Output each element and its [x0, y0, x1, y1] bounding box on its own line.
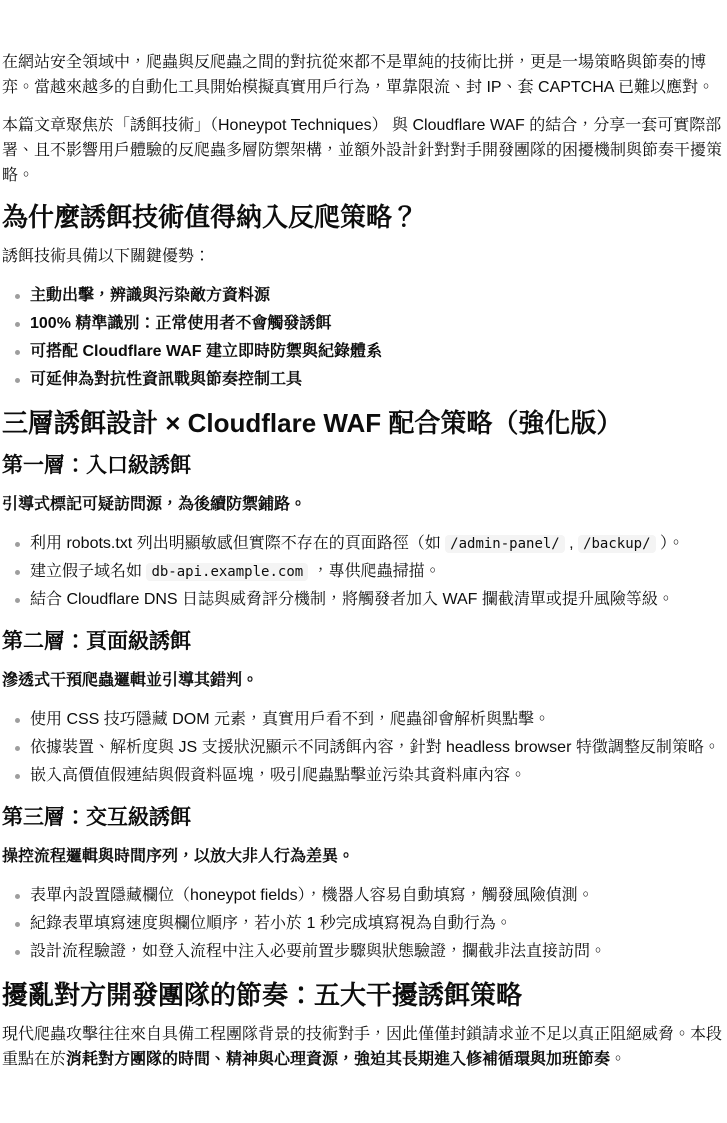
inline-code: /backup/	[578, 535, 655, 553]
heading-three-layer-design: 三層誘餌設計 × Cloudflare WAF 配合策略（強化版）	[2, 408, 623, 438]
inline-code: /admin-panel/	[445, 535, 565, 553]
list-item: 紀錄表單填寫速度與欄位順序，若小於 1 秒完成填寫視為自動行為。	[30, 910, 722, 938]
list-item-text: ，專供爬蟲掃描。	[308, 563, 441, 580]
layer2-lead-paragraph: 滲透式干預爬蟲邏輯並引導其錯判。	[2, 672, 259, 689]
list-item: 表單內設置隱藏欄位（honeypot fields），機器人容易自動填寫，觸發風險偵測。	[30, 882, 722, 910]
list-item: 依據裝置、解析度與 JS 支援狀況顯示不同誘餌內容，針對 headless browser 特徵調整反制策略。	[30, 734, 722, 762]
why-lead-paragraph: 誘餌技術具備以下關鍵優勢：	[2, 248, 211, 265]
list-item: 可延伸為對抗性資訊戰與節奏控制工具	[30, 366, 722, 394]
disrupt-text-bold: 消耗對方團隊的時間、精神與心理資源，強迫其長期進入修補循環與加班節奏	[66, 1051, 611, 1068]
disrupt-paragraph	[2, 1022, 722, 1072]
intro-paragraph-2: 本篇文章聚焦於「誘餌技術」（Honeypot Techniques） 與 Cloudflare WAF 的結合，分享一套可實際部署、且不影響用戶體驗的反爬蟲多層防禦架構，並額外設計針對對手開發團隊的困擾機制與節奏干擾策略。	[2, 117, 723, 184]
heading-why-honeypot: 為什麼誘餌技術值得納入反爬策略？	[2, 202, 419, 232]
list-item: 設計流程驗證，如登入流程中注入必要前置步驟與狀態驗證，攔截非法直接訪問。	[30, 938, 722, 966]
list-item-text: ,	[564, 535, 579, 552]
list-item: 主動出擊，辨識與污染敵方資料源	[30, 282, 722, 310]
list-item	[30, 558, 722, 586]
list-item: 使用 CSS 技巧隱藏 DOM 元素，真實用戶看不到，爬蟲卻會解析與點擊。	[30, 706, 722, 734]
list-item: 可搭配 Cloudflare WAF 建立即時防禦與紀錄體系	[30, 338, 722, 366]
heading-layer3: 第三層：交互級誘餌	[2, 806, 191, 829]
list-item-text: 建立假子域名如	[30, 563, 147, 580]
inline-code: db-api.example.com	[146, 563, 308, 581]
disrupt-text-normal: 現代爬蟲攻擊往往來自具備工程團隊背景的技術對手，因此僅僅封鎖請求並不足以真正阻絕威脅。本段重點在於	[2, 1026, 723, 1068]
disrupt-text-end: 。	[610, 1051, 627, 1068]
layer3-lead-paragraph: 操控流程邏輯與時間序列，以放大非人行為差異。	[2, 848, 355, 865]
heading-layer2: 第二層：頁面級誘餌	[2, 630, 191, 653]
heading-disrupt-rhythm: 擾亂對方開發團隊的節奏：五大干擾誘餌策略	[2, 980, 523, 1010]
article-body	[2, 50, 722, 1072]
heading-layer1: 第一層：入口級誘餌	[2, 454, 191, 477]
layer1-list	[2, 530, 722, 614]
layer1-lead-paragraph: 引導式標記可疑訪問源，為後續防禦鋪路。	[2, 496, 307, 513]
layer3-list	[2, 882, 722, 966]
list-item-text: ）。	[655, 535, 684, 552]
list-item: 100% 精準識別：正常使用者不會觸發誘餌	[30, 310, 722, 338]
list-item-text: 利用 robots.txt 列出明顯敏感但實際不存在的頁面路徑（如	[30, 535, 446, 552]
why-advantages-list	[2, 282, 722, 394]
intro-paragraph-1: 在網站安全領域中，爬蟲與反爬蟲之間的對抗從來都不是單純的技術比拼，更是一場策略與節奏的博弈。當越來越多的自動化工具開始模擬真實用戶行為，單靠限流、封 IP、套 CAPTCHA 已難以應對。	[2, 54, 715, 96]
list-item: 嵌入高價值假連結與假資料區塊，吸引爬蟲點擊並污染其資料庫內容。	[30, 762, 722, 790]
list-item: 結合 Cloudflare DNS 日誌與威脅評分機制，將觸發者加入 WAF 攔截清單或提升風險等級。	[30, 586, 722, 614]
list-item	[30, 530, 722, 558]
layer2-list	[2, 706, 722, 790]
